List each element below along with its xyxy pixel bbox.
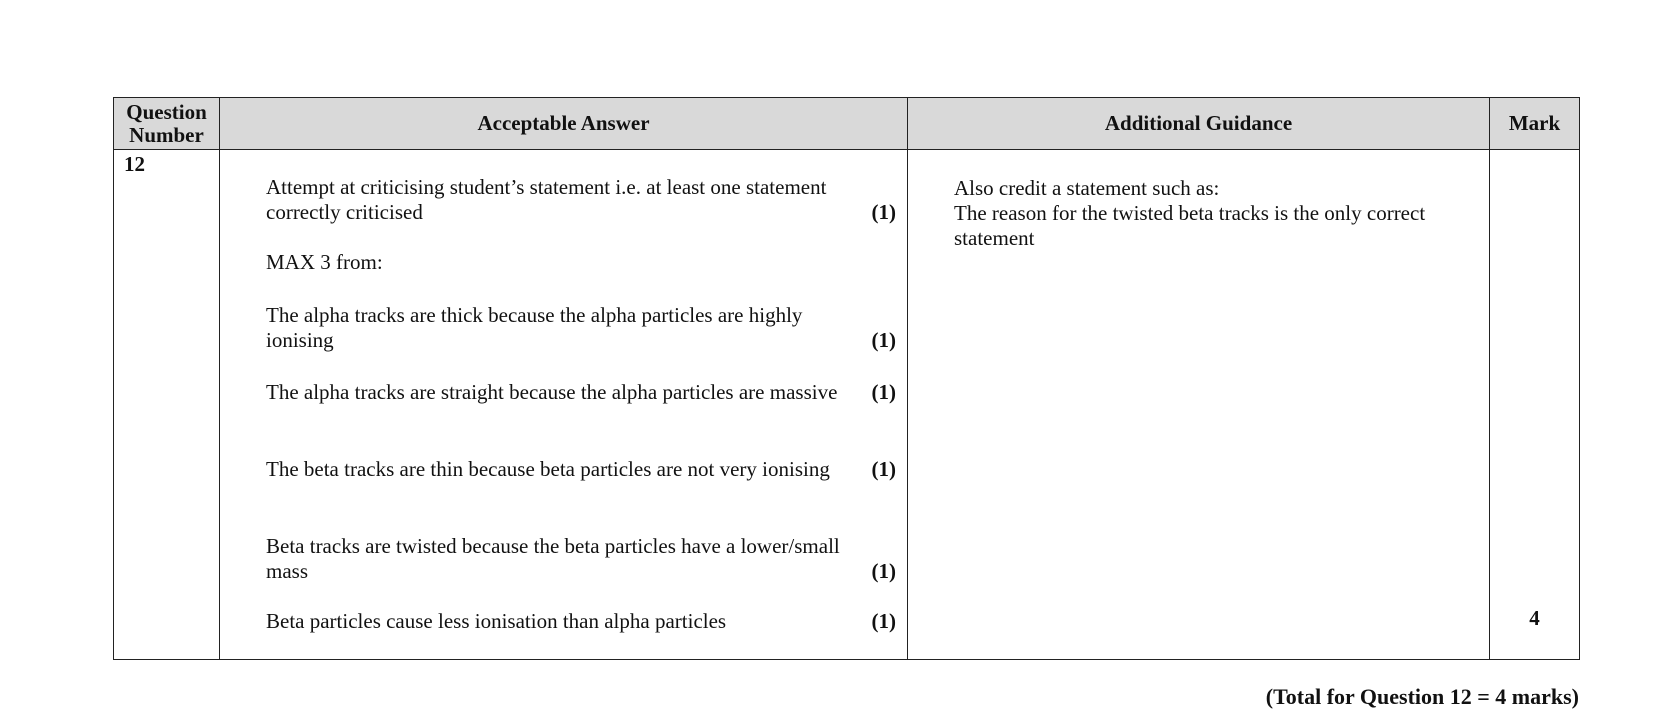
answer-item bbox=[266, 380, 896, 405]
question-number: 12 bbox=[114, 150, 220, 660]
additional-guidance-cell bbox=[908, 150, 1490, 660]
header-row bbox=[114, 98, 1580, 150]
answer-item bbox=[266, 250, 896, 275]
answer-item bbox=[266, 303, 896, 353]
question-total-footer: (Total for Question 12 = 4 marks) bbox=[1265, 684, 1579, 709]
guidance-line: The reason for the twisted beta tracks is the only correct statement bbox=[954, 201, 1426, 250]
acceptable-answer-cell bbox=[220, 150, 908, 660]
header-question-number: Question Number bbox=[114, 98, 220, 150]
answer-mark: (1) bbox=[871, 380, 896, 404]
answer-item bbox=[266, 175, 896, 225]
answer-text: MAX 3 from: bbox=[266, 250, 383, 274]
answer-text: Beta tracks are twisted because the beta particles have a lower/small mass bbox=[266, 534, 840, 583]
mark-cell bbox=[1490, 150, 1580, 660]
answer-item bbox=[266, 457, 896, 482]
question-total-mark: 4 bbox=[1529, 606, 1540, 630]
answer-text: The alpha tracks are straight because the alpha particles are massive bbox=[266, 380, 838, 404]
guidance-line: Also credit a statement such as: bbox=[954, 176, 1220, 200]
header-acceptable-answer: Acceptable Answer bbox=[220, 98, 908, 150]
answer-text: The alpha tracks are thick because the alpha particles are highly ionising bbox=[266, 303, 803, 352]
answer-mark: (1) bbox=[871, 457, 896, 481]
answer-mark: (1) bbox=[871, 328, 896, 352]
answer-mark: (1) bbox=[871, 200, 896, 224]
question-row bbox=[114, 150, 1580, 660]
header-additional-guidance: Additional Guidance bbox=[908, 98, 1490, 150]
header-mark: Mark bbox=[1490, 98, 1580, 150]
mark-scheme-table bbox=[113, 97, 1580, 660]
answer-text: Attempt at criticising student’s statement i.e. at least one statement correctly criticised bbox=[266, 175, 827, 224]
answer-item bbox=[266, 534, 896, 584]
answer-mark: (1) bbox=[871, 609, 896, 633]
answer-list bbox=[220, 150, 907, 659]
answer-item bbox=[266, 609, 896, 634]
answer-text: Beta particles cause less ionisation than alpha particles bbox=[266, 609, 727, 633]
answer-text: The beta tracks are thin because beta particles are not very ionising bbox=[266, 457, 830, 481]
answer-mark: (1) bbox=[871, 559, 896, 583]
